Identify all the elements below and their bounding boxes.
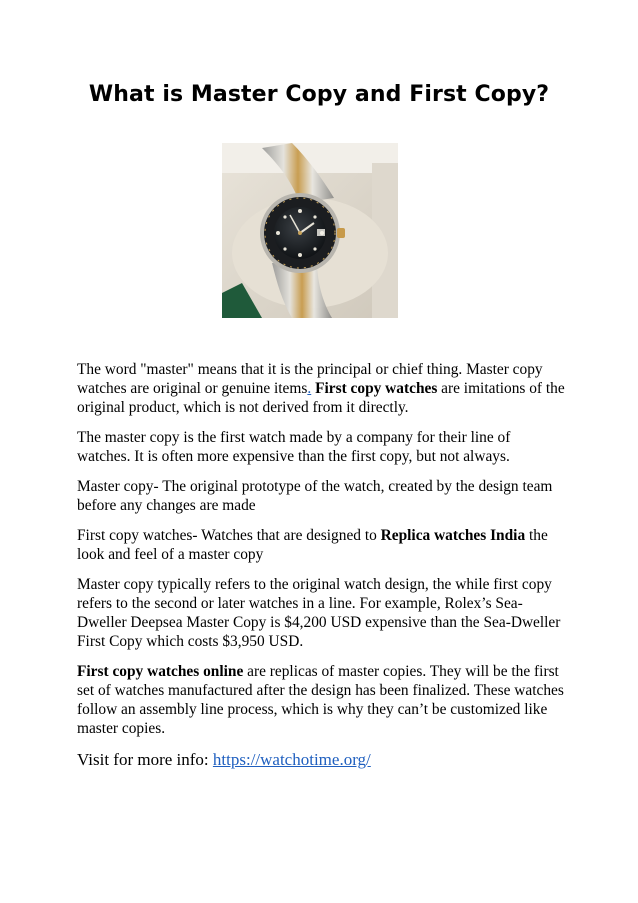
- paragraph-2: The master copy is the first watch made by a company for their line of watches. It is often more expensive than the first copy, but not always.: [77, 429, 511, 465]
- paragraph-4-text-end: the look and feel of a master copy: [77, 527, 548, 563]
- replica-watches-india-bold: Replica watches India: [380, 527, 526, 544]
- first-copy-watches-online-bold: First copy watches online: [77, 663, 244, 680]
- paragraph-6-text: are replicas of master copies. They will be the first set of watches manufactured after the design has been finalized. These watches follow an assembly line process, which is why they can’t be customized like master copies.: [77, 663, 564, 737]
- visit-line: [77, 749, 567, 771]
- link-dot[interactable]: .: [307, 380, 312, 397]
- paragraph-6: [77, 662, 567, 738]
- paragraph-4-text: First copy watches- Watches that are designed to: [77, 527, 381, 544]
- watch-photo: [222, 143, 398, 318]
- paragraph-4: [77, 526, 567, 564]
- article-body: [77, 360, 567, 782]
- visit-label: Visit for more info:: [77, 750, 213, 769]
- paragraph-1-text: The word "master" means that it is the principal or chief thing. Master copy watches are original or genuine items: [77, 361, 543, 397]
- paragraph-1-text-end: are imitations of the original product, which is not derived from it directly.: [77, 380, 565, 416]
- paragraph-5: Master copy typically refers to the original watch design, the while first copy refers to the second or later watches in a line. For example, Rolex’s Sea-Dweller Deepsea Master Copy is $4,200 USD expensive than the Sea-Dweller First Copy which costs $3,950 USD.: [77, 576, 561, 650]
- first-copy-watches-bold: First copy watches: [315, 380, 438, 397]
- website-link[interactable]: https://watchotime.org/: [212, 750, 371, 769]
- paragraph-1: [77, 360, 567, 417]
- page-title: What is Master Copy and First Copy?: [88, 82, 550, 107]
- paragraph-3: Master copy- The original prototype of the watch, created by the design team before any changes are made: [77, 478, 553, 514]
